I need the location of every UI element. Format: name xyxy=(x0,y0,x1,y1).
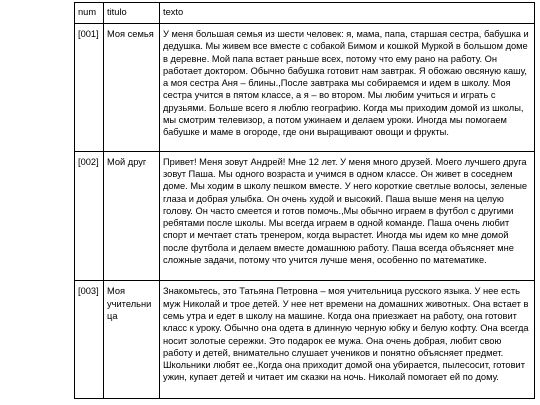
table-row xyxy=(75,281,535,398)
cell-num: [002] xyxy=(75,151,104,281)
header-text: texto xyxy=(160,3,535,24)
cell-title: Моя семья xyxy=(104,24,160,152)
header-row xyxy=(75,3,535,24)
cell-text: Привет! Меня зовут Андрей! Мне 12 лет. У меня много друзей. Моего лучшего друга зовут Паша. Мы одного возраста и учимся в одном классе. Он живет в соседнем доме. Мы ходим в школу пешком вместе. У него короткие светлые волосы, зеленые глаза и добрая улыбка. Он очень худой и высокий. Паша выше меня на целую голову. Он часто смеется и готов помочь.,Мы обычно играем в футбол с другими ребятами после школы. Мы всегда играем в одной команде. Паша очень любит спорт и мечтает стать тренером, когда вырастет. Иногда мы идем ко мне домой после футбола и делаем вместе домашнюю работу. Паша всегда объясняет мне сложные задачи, потому что учится лучше меня, особенно по математике. xyxy=(160,151,535,281)
texts-table xyxy=(74,2,535,399)
document-sheet xyxy=(74,2,534,399)
cell-num: [003] xyxy=(75,281,104,398)
table-row xyxy=(75,151,535,281)
cell-text: Знакомьтесь, это Татьяна Петровна – моя учительница русского языка. У нее есть муж Николай и трое детей. У нее нет времени на домашних животных. Она встает в семь утра и едет в школу на машине. Когда она приезжает на работу, она готовит класс к уроку. Обычно она одета в длинную черную юбку и белую кофту. Она всегда носит золотые сережки. Это подарок ее мужа. Она очень добрая, любит свою работу и детей, внимательно слушает учеников и понятно объясняет предмет. Школьники любят ее.,Когда она приходит домой она убирается, пылесосит, готовит ужин, купает детей и читает им сказки на ночь. Николай помогает ей по дому. xyxy=(160,281,535,398)
table-body xyxy=(75,24,535,399)
table-row xyxy=(75,24,535,152)
cell-title: Моя учительница xyxy=(104,281,160,398)
table-header xyxy=(75,3,535,24)
cell-num: [001] xyxy=(75,24,104,152)
cell-title: Мой друг xyxy=(104,151,160,281)
header-num: num xyxy=(75,3,104,24)
header-title: titulo xyxy=(104,3,160,24)
cell-text: У меня большая семья из шести человек: я, мама, папа, старшая сестра, бабушка и дедушка. Мы живем все вместе с собакой Бимом и кошкой Муркой в большом доме в деревне. Мой папа встает раньше всех, потому что ему рано на работу. Он работает доктором. Обычно бабушка готовит нам завтрак. Я обожаю овсяную кашу, а моя сестра Аня – блины.,После завтрака мы собираемся и идем в школу. Моя сестра учится в пятом классе, а я – во втором. Мы любим учиться и играть с друзьями. Больше всего я люблю географию. Когда мы приходим домой из школы, мы смотрим телевизор, а потом ужинаем и делаем уроки. Иногда мы помогаем бабушке и маме в огороде, где они выращивают овощи и фрукты. xyxy=(160,24,535,152)
